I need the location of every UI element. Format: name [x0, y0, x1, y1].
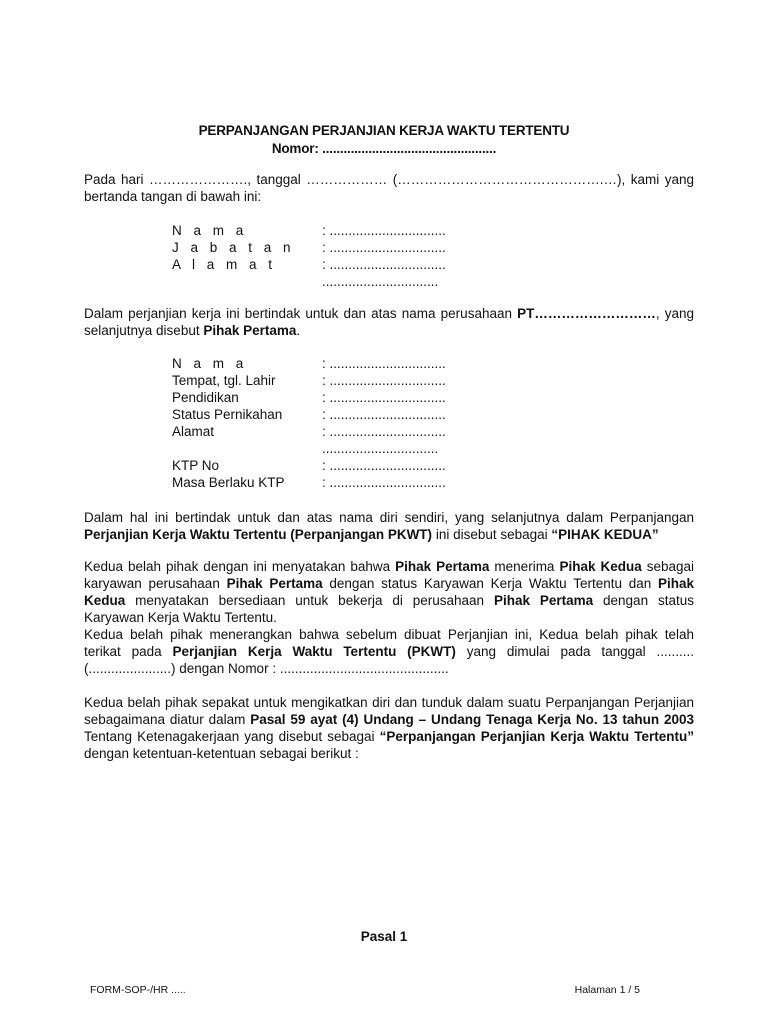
field-label: Pendidikan: [172, 390, 239, 405]
title-number: Nomor: .................................................: [271, 141, 497, 156]
article-heading: Pasal 1: [360, 929, 408, 944]
field-label: N a m a: [172, 356, 248, 371]
field-row: [172, 457, 472, 474]
field-row: [172, 256, 472, 273]
field-label: Masa Berlaku KTP: [172, 475, 285, 490]
field-value: : ...............................: [322, 223, 446, 238]
field-value: : ...............................: [322, 475, 446, 490]
legal-basis-paragraph: Kedua belah pihak sepakat untuk mengikatkan diri dan tunduk dalam suatu Perpanjangan Perjanjian sebagaimana diatur dalam Pasal 59 ayat (4) Undang – Undang Tenaga Kerja No. 13 tahun 2003 Tentang Ketenagakerjaan yang disebut sebagai “Perpanjangan Perjanjian Kerja Waktu Tertentu” dengan ketentuan-ketentuan sebagai berikut :: [84, 695, 694, 761]
prior-agreement-paragraph: Kedua belah pihak menerangkan bahwa sebelum dibuat Perjanjian ini, Kedua belah pihak telah terikat pada Perjanjian Kerja Waktu Tertentu (PKWT) yang dimulai pada tanggal .......... (......................) dengan Nomor : .............................................: [84, 627, 694, 676]
field-row: [172, 423, 472, 440]
field-row: [172, 222, 472, 239]
field-label: KTP No: [172, 458, 220, 473]
field-row: [172, 355, 472, 372]
field-row: [172, 440, 472, 457]
field-value: : ...............................: [322, 257, 446, 272]
field-row: [172, 389, 472, 406]
document-title: [0, 122, 768, 158]
intro-paragraph: Pada hari …………………., tanggal ……………… (……………………………………….…), kami yang bertanda tangan di bawah ini:: [84, 172, 694, 204]
second-party-paragraph: Dalam hal ini bertindak untuk dan atas nama diri sendiri, yang selanjutnya dalam Perpanjangan Perjanjian Kerja Waktu Tertentu (Perpanjangan PKWT) ini disebut sebagai “PIHAK KEDUA”: [84, 510, 694, 542]
field-label: Status Pernikahan: [172, 407, 283, 422]
first-party-paragraph: Dalam perjanjian kerja ini bertindak untuk dan atas nama perusahaan PT………………………, yang selanjutnya disebut Pihak Pertama.: [84, 306, 694, 338]
field-value: : ...............................: [322, 458, 446, 473]
field-row: [172, 372, 472, 389]
field-row: [172, 239, 472, 256]
field-label: Tempat, tgl. Lahir: [172, 373, 276, 388]
field-row: [172, 273, 472, 290]
field-value: : ...............................: [322, 373, 446, 388]
field-value: : ...............................: [322, 390, 446, 405]
field-label: Alamat: [172, 424, 215, 439]
field-label: A l a m a t: [172, 257, 277, 272]
agreement-paragraph: Kedua belah pihak dengan ini menyatakan bahwa Pihak Pertama menerima Pihak Kedua sebagai karyawan perusahaan Pihak Pertama dengan status Karyawan Kerja Waktu Tertentu dan Pihak Kedua menyatakan bersediaan untuk bekerja di perusahaan Pihak Pertama dengan status Karyawan Kerja Waktu Tertentu.: [84, 559, 695, 625]
form-code: FORM-SOP-/HR .....: [90, 984, 186, 996]
field-value: ...............................: [322, 441, 439, 456]
field-row: [172, 474, 472, 491]
field-label: N a m a: [172, 223, 248, 238]
page-number: Halaman 1 / 5: [574, 984, 640, 996]
field-value: : ...............................: [322, 407, 446, 422]
field-label: J a b a t a n: [172, 240, 295, 255]
field-value: : ...............................: [322, 424, 446, 439]
company-name: PT………………………: [517, 306, 656, 321]
field-value: : ...............................: [322, 240, 446, 255]
field-value: : ...............................: [322, 356, 446, 371]
title-heading: PERPANJANGAN PERJANJIAN KERJA WAKTU TERTENTU: [198, 123, 570, 138]
second-party-fields: [172, 355, 472, 491]
first-party-fields: [172, 222, 472, 290]
field-row: [172, 406, 472, 423]
field-value: ...............................: [322, 274, 439, 289]
